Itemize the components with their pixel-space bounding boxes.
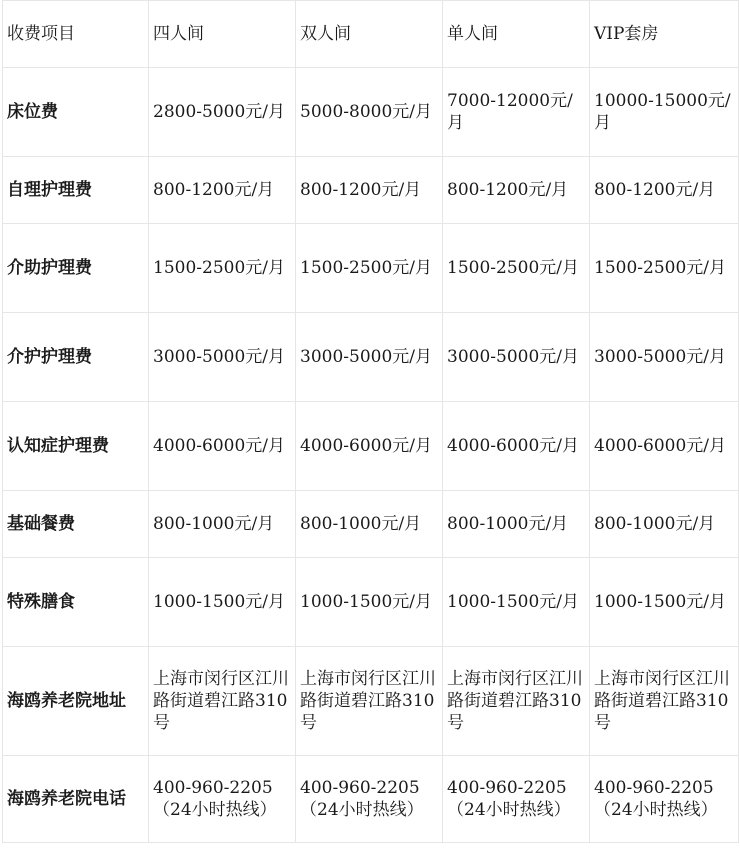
row-label: 海鸥养老院地址 [3, 647, 149, 756]
table-cell: 1000-1500元/月 [443, 558, 590, 647]
table-cell: 5000-8000元/月 [296, 68, 443, 157]
table-row [3, 313, 739, 402]
table-cell: 1500-2500元/月 [443, 224, 590, 313]
row-label: 特殊膳食 [3, 558, 149, 647]
row-label: 海鸥养老院电话 [3, 756, 149, 843]
table-cell: 4000-6000元/月 [149, 402, 296, 491]
table-cell: 800-1000元/月 [149, 491, 296, 558]
table-cell: 800-1000元/月 [443, 491, 590, 558]
table-cell: 7000-12000元/月 [443, 68, 590, 157]
table-cell: 上海市闵行区江川路街道碧江路310号 [443, 647, 590, 756]
row-label: 介助护理费 [3, 224, 149, 313]
header-quad-room: 四人间 [149, 1, 296, 68]
header-double-room: 双人间 [296, 1, 443, 68]
table-row [3, 402, 739, 491]
table-cell: 3000-5000元/月 [590, 313, 739, 402]
fee-table [2, 0, 739, 843]
table-row [3, 491, 739, 558]
header-fee-item: 收费项目 [3, 1, 149, 68]
table-cell: 800-1200元/月 [443, 157, 590, 224]
table-cell: 400-960-2205（24小时热线） [149, 756, 296, 843]
row-label: 介护护理费 [3, 313, 149, 402]
table-cell: 2800-5000元/月 [149, 68, 296, 157]
table-row [3, 647, 739, 756]
table-cell: 3000-5000元/月 [443, 313, 590, 402]
row-label: 自理护理费 [3, 157, 149, 224]
row-label: 认知症护理费 [3, 402, 149, 491]
table-row [3, 68, 739, 157]
table-cell: 1000-1500元/月 [296, 558, 443, 647]
table-cell: 上海市闵行区江川路街道碧江路310号 [590, 647, 739, 756]
table-cell: 400-960-2205（24小时热线） [443, 756, 590, 843]
table-cell: 800-1000元/月 [590, 491, 739, 558]
table-cell: 800-1200元/月 [149, 157, 296, 224]
table-cell: 1500-2500元/月 [149, 224, 296, 313]
row-label: 床位费 [3, 68, 149, 157]
table-row [3, 224, 739, 313]
table-cell: 上海市闵行区江川路街道碧江路310号 [149, 647, 296, 756]
table-cell: 4000-6000元/月 [590, 402, 739, 491]
table-cell: 800-1200元/月 [296, 157, 443, 224]
table-cell: 1500-2500元/月 [590, 224, 739, 313]
table-row [3, 558, 739, 647]
table-cell: 4000-6000元/月 [443, 402, 590, 491]
table-cell: 1500-2500元/月 [296, 224, 443, 313]
table-cell: 800-1000元/月 [296, 491, 443, 558]
table-row [3, 756, 739, 843]
table-cell: 800-1200元/月 [590, 157, 739, 224]
table-cell: 上海市闵行区江川路街道碧江路310号 [296, 647, 443, 756]
table-cell: 4000-6000元/月 [296, 402, 443, 491]
header-vip-suite: VIP套房 [590, 1, 739, 68]
table-cell: 400-960-2205（24小时热线） [296, 756, 443, 843]
row-label: 基础餐费 [3, 491, 149, 558]
table-cell: 400-960-2205（24小时热线） [590, 756, 739, 843]
table-cell: 1000-1500元/月 [590, 558, 739, 647]
table-cell: 3000-5000元/月 [296, 313, 443, 402]
table-cell: 3000-5000元/月 [149, 313, 296, 402]
header-single-room: 单人间 [443, 1, 590, 68]
table-row [3, 157, 739, 224]
table-cell: 10000-15000元/月 [590, 68, 739, 157]
table-header-row [3, 1, 739, 68]
table-cell: 1000-1500元/月 [149, 558, 296, 647]
